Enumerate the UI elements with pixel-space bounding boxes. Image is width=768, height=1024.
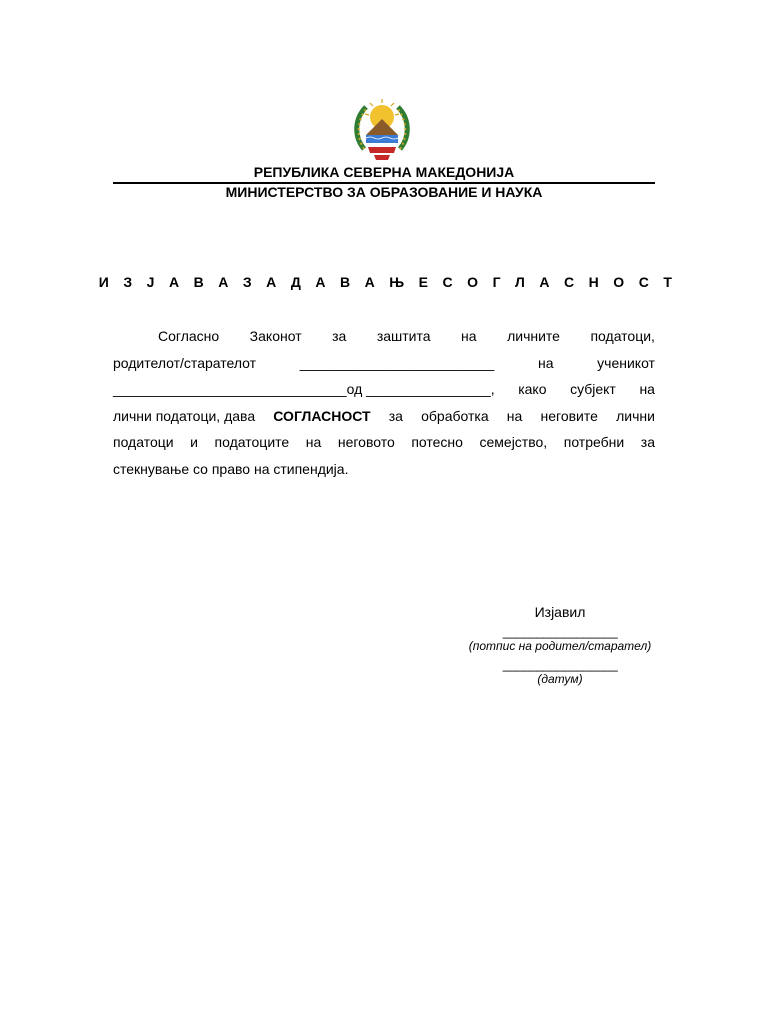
signature-caption: (потпис на родител/старател)	[468, 639, 652, 653]
paragraph-line: податоци и податоците на неговото потесно семејство, потребни за	[113, 434, 655, 451]
ministry-name: МИНИСТЕРСТВО ЗА ОБРАЗОВАНИЕ И НАУКА	[225, 184, 543, 200]
paragraph-line: стекнување со право на стипендија.	[113, 460, 349, 477]
paragraph-line: лични податоци, дава СОГЛАСНОСТ за обработка на неговите лични	[113, 403, 655, 430]
coat-of-arms-icon	[352, 97, 412, 163]
consent-paragraph	[113, 323, 655, 483]
date-caption: (датум)	[537, 672, 583, 686]
declared-label: Изјавил	[534, 604, 586, 620]
paragraph-line: ______________________________од ________________, како субјект на	[113, 376, 655, 403]
republic-name: РЕПУБЛИКА СЕВЕРНА МАКЕДОНИЈА	[253, 164, 515, 180]
student-name-blank[interactable]: ______________________________од ________________,	[113, 381, 495, 398]
consent-keyword: СОГЛАСНОСТ	[273, 407, 371, 424]
coat-of-arms-emblem	[352, 97, 412, 163]
date-blank[interactable]: _________________	[502, 657, 618, 672]
guardian-name-blank[interactable]: _________________________	[299, 354, 495, 371]
signature-block	[440, 603, 680, 687]
document-title: И З Ј А В А З А Д А В А Њ Е С О Г Л А С Н О С Т	[98, 274, 678, 290]
paragraph-line: родителот/старателот _________________________ на ученикот	[113, 350, 655, 377]
signature-blank[interactable]: _________________	[502, 624, 618, 639]
paragraph-line: Согласно Законот за заштита на личните податоци,	[158, 328, 655, 344]
